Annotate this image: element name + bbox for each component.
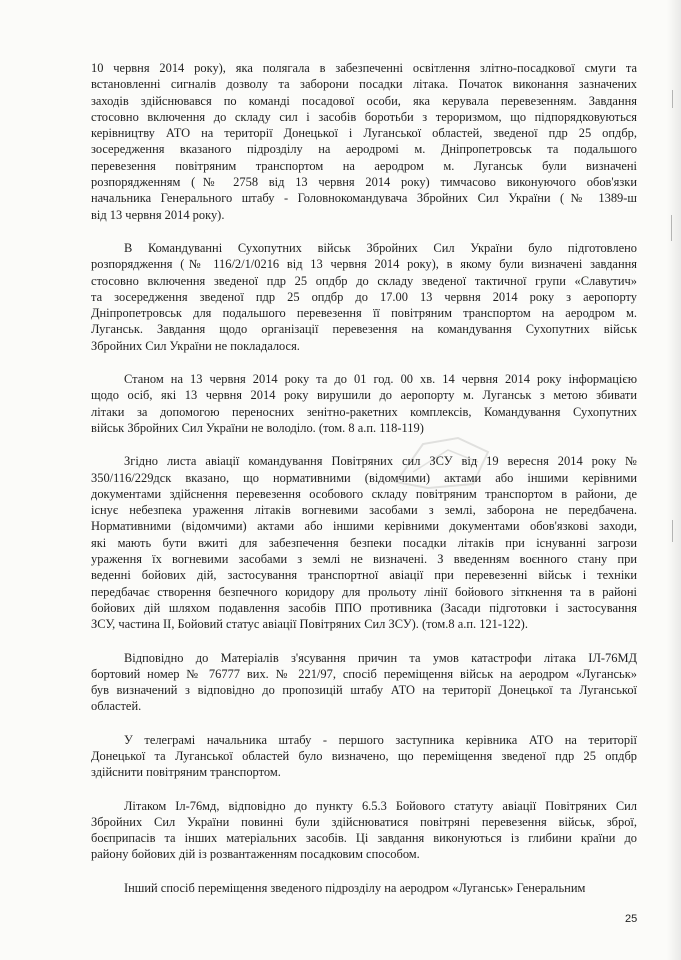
text-line: бортовий номер № 76777 вих. № 221/97, спосіб переміщення військ на аеродром «Луганськ» (91, 666, 637, 681)
paragraph-1 (91, 60, 637, 223)
text-line: був визначений з відповідно до пропозицій штабу АТО на території Донецької та Луганської (91, 683, 637, 698)
text-line: Відповідно до Матеріалів з'ясування причин та умов катастрофи літака ІЛ-76МД (124, 650, 637, 665)
scan-artifact (671, 215, 672, 241)
text-line: здійснити повітряним транспортом. (91, 765, 281, 780)
paragraph-2 (91, 240, 637, 354)
text-line: які мають бути вжиті для забезпечення безпеки посадки літаків при існуванні загрози (91, 535, 637, 550)
paragraph-5 (91, 650, 637, 715)
text-line: стосовно включення до складу сил і засобів боротьби з тероризмом, що підпорядковуються (91, 109, 637, 124)
scan-artifact (672, 520, 673, 542)
text-line: перевезення повітряним транспортом на аеродром м. Луганськ були визначені (91, 158, 637, 173)
text-line: встановленні сигналів дозволу та заборони посадки літака. Початок виконання зазначених (91, 77, 637, 92)
text-line: областей. (91, 699, 142, 714)
text-line: 350/116/229дск вказано, що нормативними (відомчими) актами або іншими керівними (91, 470, 637, 485)
text-line: розпорядженням (№ 2758 від 13 червня 2014 року) тимчасово виконуючого обов'язки (91, 175, 637, 190)
text-line: Згідно листа авіації командування Повітряних сил ЗСУ від 19 вересня 2014 року № (124, 454, 637, 469)
text-line: начальника Генерального штабу - Головнокомандувача Збройних Сил України (№ 1389-ш (91, 191, 637, 206)
text-line: зосередження вказаного підрозділу на аеродромі м. Дніпропетровськ та подальшого (91, 142, 637, 157)
text-line: ураження їх вогневими засобами з землі не визначені. З введенням воєнного стану при (91, 552, 637, 567)
text-line: керівництву АТО на території Донецької і Луганської областей, зведеної пдр 25 опдбр, (91, 126, 637, 141)
text-line: Збройних Сил України не покладалося. (91, 338, 300, 353)
text-line: Луганськ. Завдання щодо організації перевезення на командування Сухопутних військ (91, 322, 637, 337)
text-line: У телеграмі начальника штабу - першого заступника керівника АТО на території (124, 732, 637, 747)
text-line: Збройних Сил України повинні були здійснюватися повітряні перевезення військ, зброї, (91, 814, 637, 829)
text-line: розпорядження (№ 116/2/1/0216 від 13 червня 2014 року), в якому були визначені завдання (91, 257, 637, 272)
text-line: та зосередження зведеної пдр 25 опдбр до 17.00 13 червня 2014 року з аеропорту (91, 289, 637, 304)
text-line: ЗСУ, частина ІІ, Бойовий статус авіації Повітряних Сил ЗСУ). (том.8 а.п. 121-122). (91, 617, 528, 632)
text-line: Дніпропетровськ для подальшого перевезення її повітряним транспортом на аеродром м. (91, 306, 637, 321)
text-line: Нормативними (відомчими) актами або іншими керівними документами обов'язкові заходи, (91, 519, 637, 534)
text-line: передбачає створення безпечного коридору для прольоту лінії бойового зіткнення та в районі (91, 584, 637, 599)
text-line: В Командуванні Сухопутних військ Збройних Сил України було підготовлено (124, 240, 637, 255)
text-line: Інший спосіб переміщення зведеного підрозділу на аеродром «Луганськ» Генеральним (124, 880, 586, 895)
text-line: району бойових дій із розвантаженням посадковим способом. (91, 847, 420, 862)
paragraph-6 (91, 732, 637, 781)
text-line: документами здійснення перевезення особового складу повітряним транспортом в райони, де (91, 486, 637, 501)
document-body (91, 60, 637, 913)
scan-artifact (672, 90, 673, 108)
text-line: 10 червня 2014 року), яка полягала в забезпеченні освітлення злітно-посадкової смуги та (91, 61, 637, 75)
text-line: заходів здійснювався по команді посадової особи, яка керувала перевезенням. Завдання (91, 93, 637, 108)
text-line: Літаком Іл-76мд, відповідно до пункту 6.5.3 Бойового статуту авіації Повітряних Сил (124, 798, 637, 813)
text-line: існує небезпека ураження літаків вогневими засобами з землі, заборона не передбачена. (91, 503, 637, 518)
paragraph-7 (91, 798, 637, 863)
text-line: від 13 червня 2014 року). (91, 207, 225, 222)
text-line: літаки за допомогою переносних зенітно-ракетних комплексів, Командування Сухопутних (91, 404, 637, 419)
text-line: боєприпасів та інших матеріальних засобів. Ці завдання виконуються із глибини країни до (91, 831, 637, 846)
text-line: Станом на 13 червня 2014 року та до 01 год. 00 хв. 14 червня 2014 року інформацією (124, 372, 637, 387)
page-number: 25 (625, 913, 638, 925)
paragraph-8 (91, 880, 637, 896)
text-line: стосовно включення зведеної пдр 25 опдбр до складу зведеної тактичної групи «Славутич» (91, 273, 637, 288)
text-line: веденні бойових дій, застосування транспортної авіації при перевезенні військ і техніки (91, 568, 637, 583)
paragraph-4 (91, 453, 637, 632)
text-line: військ Збройних Сил України не володіло. (том. 8 а.п. 118-119) (91, 420, 424, 435)
text-line: бойових дій шляхом подавлення засобів ППО противника (Засади підготовки і застосування (91, 600, 637, 615)
text-line: Донецької та Луганської областей було визначено, що переміщення зведеної пдр 25 опдбр (91, 748, 637, 763)
text-line: щодо осіб, які 13 червня 2014 року вирушили до аеропорту м. Луганськ з метою збивати (91, 388, 637, 403)
paragraph-3 (91, 371, 637, 436)
